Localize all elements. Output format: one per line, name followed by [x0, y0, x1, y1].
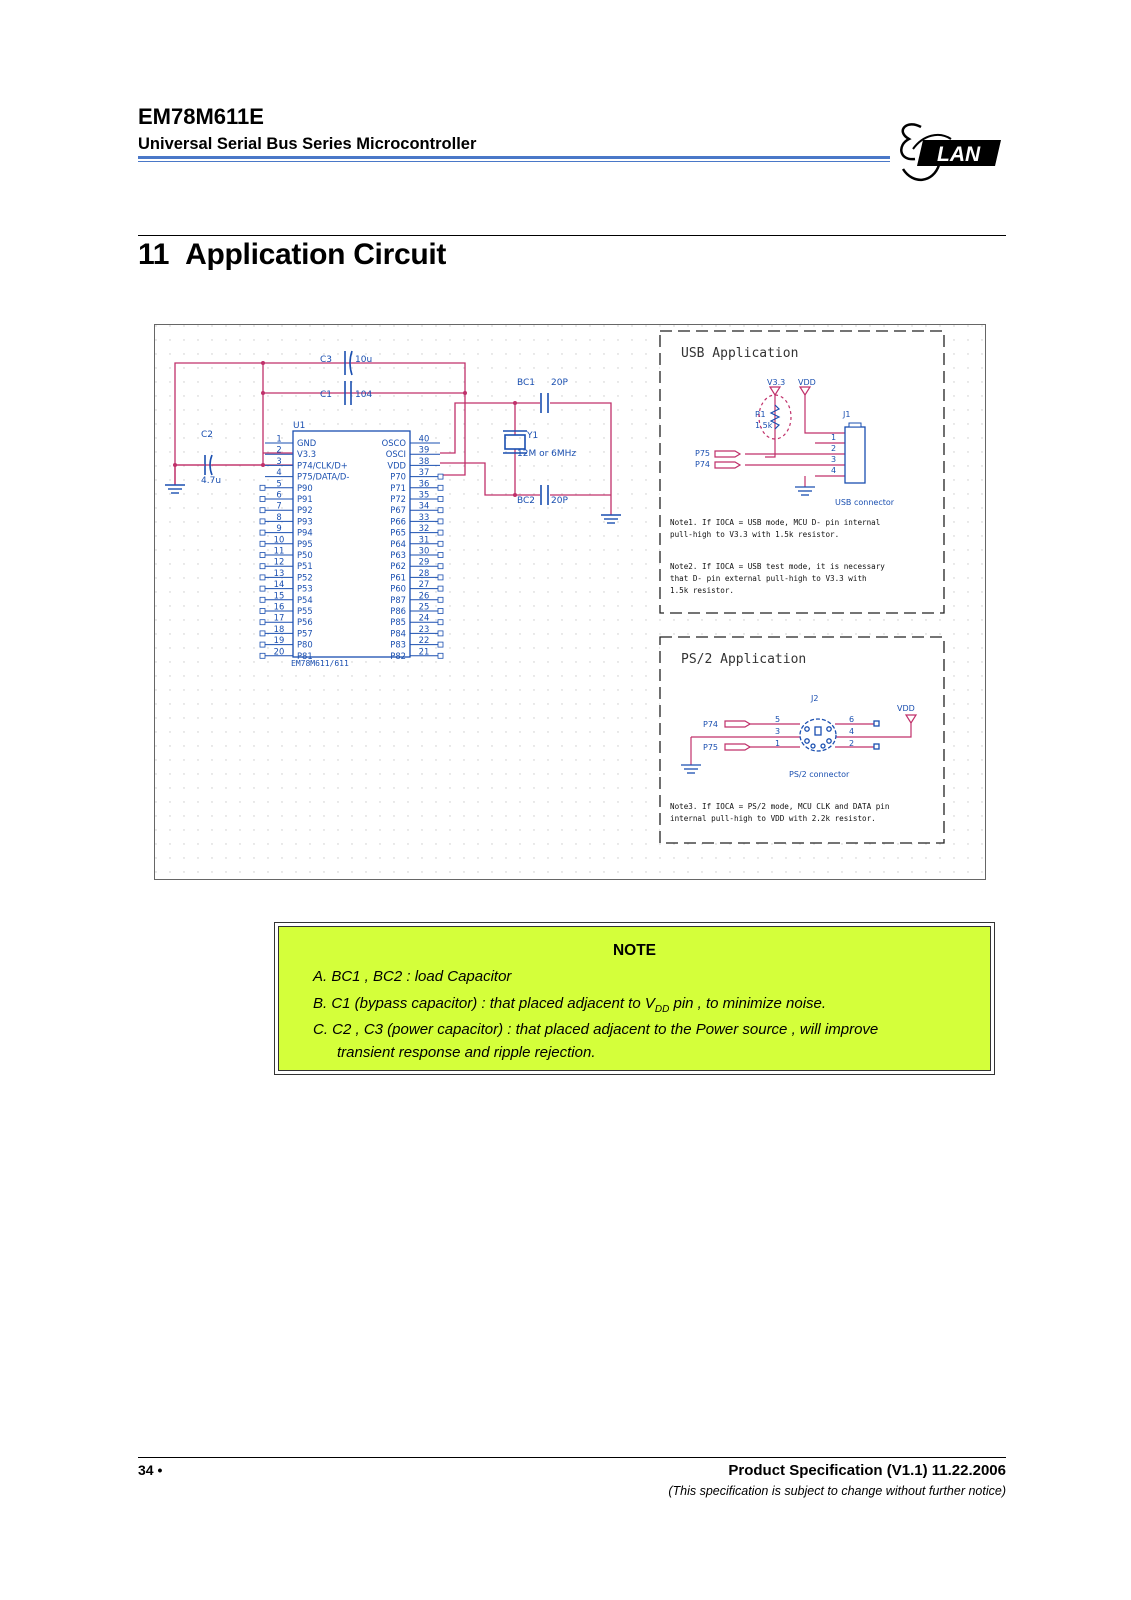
chip-pin-number: 5: [276, 478, 282, 489]
chip-pin-name: P85: [390, 617, 406, 628]
pin-terminal: [438, 497, 443, 502]
note-item-b-text: B. C1 (bypass capacitor) : that placed adjacent to V: [313, 995, 655, 1012]
pin-terminal: [260, 553, 265, 558]
note-item-a: A. BC1 , BC2 : load Capacitor: [313, 968, 512, 985]
bc2-value: 20P: [551, 496, 568, 506]
chip-pin-name: OSCI: [385, 449, 406, 460]
chip-pin-name: P67: [390, 505, 406, 516]
chip-pin-name: P66: [390, 516, 406, 527]
chip-pin-name: P90: [297, 482, 313, 493]
c1-ref: C1: [320, 390, 333, 400]
chip-pin-number: 36: [418, 478, 430, 489]
chip-pin-name: P83: [390, 639, 406, 650]
note-item-b-subscript: DD: [654, 1004, 670, 1015]
usb-connector-label: USB connector: [835, 498, 895, 507]
pin-terminal: [260, 586, 265, 591]
chip-pin-name: P50: [297, 550, 313, 560]
note-heading: NOTE: [612, 942, 657, 959]
chip-pin-name: P80: [297, 639, 313, 650]
usb-note1-line1: Note1. If IOCA = USB mode, MCU D- pin internal: [670, 518, 881, 527]
chip-pin-number: 39: [418, 444, 430, 455]
pin-terminal: [260, 564, 265, 569]
pin-terminal: [438, 508, 443, 513]
chip-pin-number: 16: [273, 601, 285, 612]
chip-pin-number: 2: [276, 444, 282, 455]
bc2-ref: BC2: [517, 496, 536, 506]
pin-terminal: [438, 519, 443, 524]
pin-terminal: [260, 620, 265, 625]
pin-terminal: [260, 497, 265, 502]
chip-pin-number: 14: [273, 579, 285, 590]
chip-pin-number: 24: [418, 612, 430, 623]
chip-pin-name: P61: [390, 572, 406, 583]
chip-pin-number: 26: [418, 590, 430, 601]
pin-terminal: [260, 541, 265, 546]
elan-logo: [893, 109, 1005, 189]
usb-p75: P75: [695, 449, 711, 458]
chip-pin-name: P55: [297, 606, 313, 616]
usb-note2-line3: 1.5k resistor.: [670, 586, 735, 595]
ps2-note3-line2: internal pull-high to VDD with 2.2k resistor.: [670, 814, 876, 823]
j2-ref: J2: [811, 694, 819, 703]
section-title-text: Application Circuit: [185, 238, 447, 271]
note-item-b-text-end: pin , to minimize noise.: [669, 995, 827, 1012]
usb-pin-2: 2: [831, 444, 837, 453]
chip-pin-number: 34: [418, 500, 430, 511]
chip-pin-number: 23: [418, 623, 430, 634]
page-number: 34 •: [138, 1462, 163, 1478]
chip-pin-number: 40: [418, 433, 430, 444]
chip-pin-name: P54: [297, 594, 313, 605]
chip-pin-name: P71: [390, 482, 406, 493]
c2-ref: C2: [201, 430, 214, 440]
chip-pin-number: 33: [418, 511, 430, 522]
note-item-c: C. C2 , C3 (power capacitor) : that placed adjacent to the Power source , will improve: [313, 1021, 879, 1038]
pin-terminal: [438, 541, 443, 546]
chip-pin-name: P70: [390, 471, 406, 482]
c3-ref: C3: [320, 355, 333, 365]
chip-pin-number: 11: [273, 545, 285, 556]
c2-value: 4.7u: [201, 476, 222, 486]
chip-pin-number: 3: [276, 455, 282, 466]
pin-terminal: [260, 485, 265, 490]
note-item-b: [313, 995, 826, 1015]
ps2-pin-5: 5: [775, 715, 781, 724]
usb-note1-line2: pull-high to V3.3 with 1.5k resistor.: [670, 530, 840, 539]
chip-pin-number: 29: [418, 556, 430, 567]
ps2-connector-label: PS/2 connector: [789, 770, 850, 779]
chip-pin-number: 37: [418, 467, 430, 478]
header-rule: [138, 156, 890, 159]
pin-terminal: [260, 530, 265, 535]
usb-pin-3: 3: [831, 455, 837, 464]
j1-ref: J1: [843, 410, 851, 419]
chip-pin-name: P63: [390, 550, 406, 560]
chip-pin-number: 18: [273, 623, 285, 634]
chip-pin-name: P75/DATA/D-: [297, 471, 350, 482]
u1-ref: U1: [293, 421, 306, 431]
section-title: [138, 238, 446, 272]
chip-pin-name: P91: [297, 494, 313, 504]
chip-pin-name: GND: [297, 438, 317, 448]
r1-value: 1.5k: [755, 421, 773, 430]
chip-pin-number: 27: [418, 579, 430, 590]
chip-pin-number: 9: [276, 523, 282, 534]
pin-terminal: [438, 530, 443, 535]
chip-pin-number: 32: [418, 523, 430, 534]
pin-terminal: [260, 575, 265, 580]
chip-pin-name: P84: [390, 628, 406, 639]
footer-notice: (This specification is subject to change without further notice): [668, 1484, 1006, 1498]
note-item-c-continued: transient response and ripple rejection.: [337, 1044, 596, 1061]
pin-terminal: [260, 609, 265, 614]
c1-value: 104: [355, 390, 373, 400]
pin-terminal: [438, 553, 443, 558]
chip-pin-number: 13: [273, 567, 285, 578]
chip-pin-number: 12: [273, 556, 285, 567]
pin-terminal: [438, 586, 443, 591]
chip-pin-name: P62: [390, 561, 406, 572]
footer-rule: [138, 1457, 1006, 1458]
chip-pin-name: V3.3: [297, 449, 317, 460]
section-rule: [138, 235, 1006, 236]
pin-terminal: [438, 642, 443, 647]
ps2-note3-line1: Note3. If IOCA = PS/2 mode, MCU CLK and DATA pin: [670, 802, 890, 811]
ps2-p74: P74: [703, 720, 719, 729]
chip-pin-number: 1: [276, 433, 282, 444]
application-circuit-diagram: [154, 324, 986, 880]
chip-pin-name: P74/CLK/D+: [297, 460, 348, 471]
ps2-pin-2: 2: [849, 739, 855, 748]
pin-terminal: [260, 508, 265, 513]
chip-pin-number: 22: [418, 635, 430, 646]
c3-value: 10u: [355, 355, 373, 365]
chip-pin-name: P64: [390, 538, 406, 549]
bc1-ref: BC1: [517, 378, 536, 388]
section-number: 11: [138, 238, 170, 271]
chip-pin-name: P51: [297, 561, 313, 572]
chip-pin-number: 4: [276, 467, 282, 478]
ps2-pin-1: 1: [775, 739, 781, 748]
chip-pin-name: P94: [297, 527, 313, 538]
chip-pin-number: 28: [418, 567, 430, 578]
chip-pin-number: 21: [418, 646, 430, 657]
pin-terminal: [260, 519, 265, 524]
chip-pin-number: 25: [418, 601, 430, 612]
chip-pin-name: P65: [390, 527, 406, 538]
chip-pin-name: P81: [297, 650, 313, 661]
chip-pin-name: P92: [297, 505, 313, 516]
chip-pin-name: P60: [390, 583, 406, 594]
pin-terminal: [260, 642, 265, 647]
usb-vdd: VDD: [798, 378, 816, 387]
usb-application-panel: [660, 331, 944, 613]
chip-pin-name: P52: [297, 572, 313, 583]
chip-pin-number: 38: [418, 455, 430, 466]
chip-pin-number: 8: [276, 511, 282, 522]
chip-pin-number: 30: [418, 545, 430, 556]
chip-pin-number: 20: [273, 646, 285, 657]
pin-terminal: [438, 485, 443, 490]
pin-terminal: [438, 653, 443, 658]
r1-ref: R1: [755, 410, 766, 419]
chip-pin-name: P95: [297, 538, 313, 549]
chip-pin-name: P93: [297, 516, 313, 527]
bc1-value: 20P: [551, 378, 568, 388]
chip-pin-number: 35: [418, 489, 430, 500]
chip-pin-name: OSCO: [381, 438, 406, 448]
pin-terminal: [438, 609, 443, 614]
chip-pin-name: P53: [297, 583, 313, 594]
usb-v33: V3.3: [767, 378, 786, 387]
chip-pin-name: P87: [390, 594, 406, 605]
usb-pin-4: 4: [831, 466, 837, 475]
pin-terminal: [438, 620, 443, 625]
logo-text: LAN: [937, 143, 981, 166]
chip-pin-name: VDD: [387, 460, 406, 471]
chip-pin-name: P86: [390, 606, 406, 616]
pin-terminal: [438, 474, 443, 479]
ps2-title: PS/2 Application: [681, 652, 807, 667]
chip-pin-name: P57: [297, 628, 313, 639]
pin-terminal: [260, 653, 265, 658]
ps2-pin-6: 6: [849, 715, 855, 724]
usb-title: USB Application: [681, 346, 799, 361]
chip-pin-number: 17: [273, 612, 285, 623]
ps2-pin-4: 4: [849, 727, 855, 736]
usb-note2-line2: that D- pin external pull-high to V3.3 with: [670, 574, 867, 583]
product-subtitle: Universal Serial Bus Series Microcontroller: [138, 135, 477, 153]
chip-pin-name: P56: [297, 617, 313, 628]
chip-pin-number: 31: [418, 534, 430, 545]
chip-pin-number: 19: [273, 635, 285, 646]
usb-p74: P74: [695, 460, 711, 469]
ps2-vdd: VDD: [897, 704, 915, 713]
chip-part-number: EM78M611/611: [291, 659, 349, 668]
header-rule-thin: [138, 161, 890, 162]
pin-terminal: [438, 575, 443, 580]
pin-terminal: [438, 631, 443, 636]
pin-terminal: [438, 597, 443, 602]
chip-pin-number: 7: [276, 500, 282, 511]
y1-value: 12M or 6MHz: [517, 449, 577, 459]
usb-pin-1: 1: [831, 433, 837, 442]
y1-ref: Y1: [527, 431, 539, 441]
chip-pin-number: 6: [276, 489, 282, 500]
chip-pin-name: P72: [390, 494, 406, 504]
ps2-p75: P75: [703, 743, 719, 752]
pin-terminal: [260, 631, 265, 636]
product-code: EM78M611E: [138, 104, 264, 129]
chip-pin-number: 10: [273, 534, 285, 545]
ps2-pin-3: 3: [775, 727, 781, 736]
chip-pin-number: 15: [273, 590, 285, 601]
chip-pin-name: P82: [390, 650, 406, 661]
pin-terminal: [438, 564, 443, 569]
ps2-application-panel: [660, 637, 944, 843]
note-box: [274, 922, 995, 1075]
footer-spec: Product Specification (V1.1) 11.22.2006: [728, 1462, 1006, 1479]
pin-terminal: [260, 597, 265, 602]
usb-note2-line1: Note2. If IOCA = USB test mode, it is necessary: [670, 562, 885, 571]
